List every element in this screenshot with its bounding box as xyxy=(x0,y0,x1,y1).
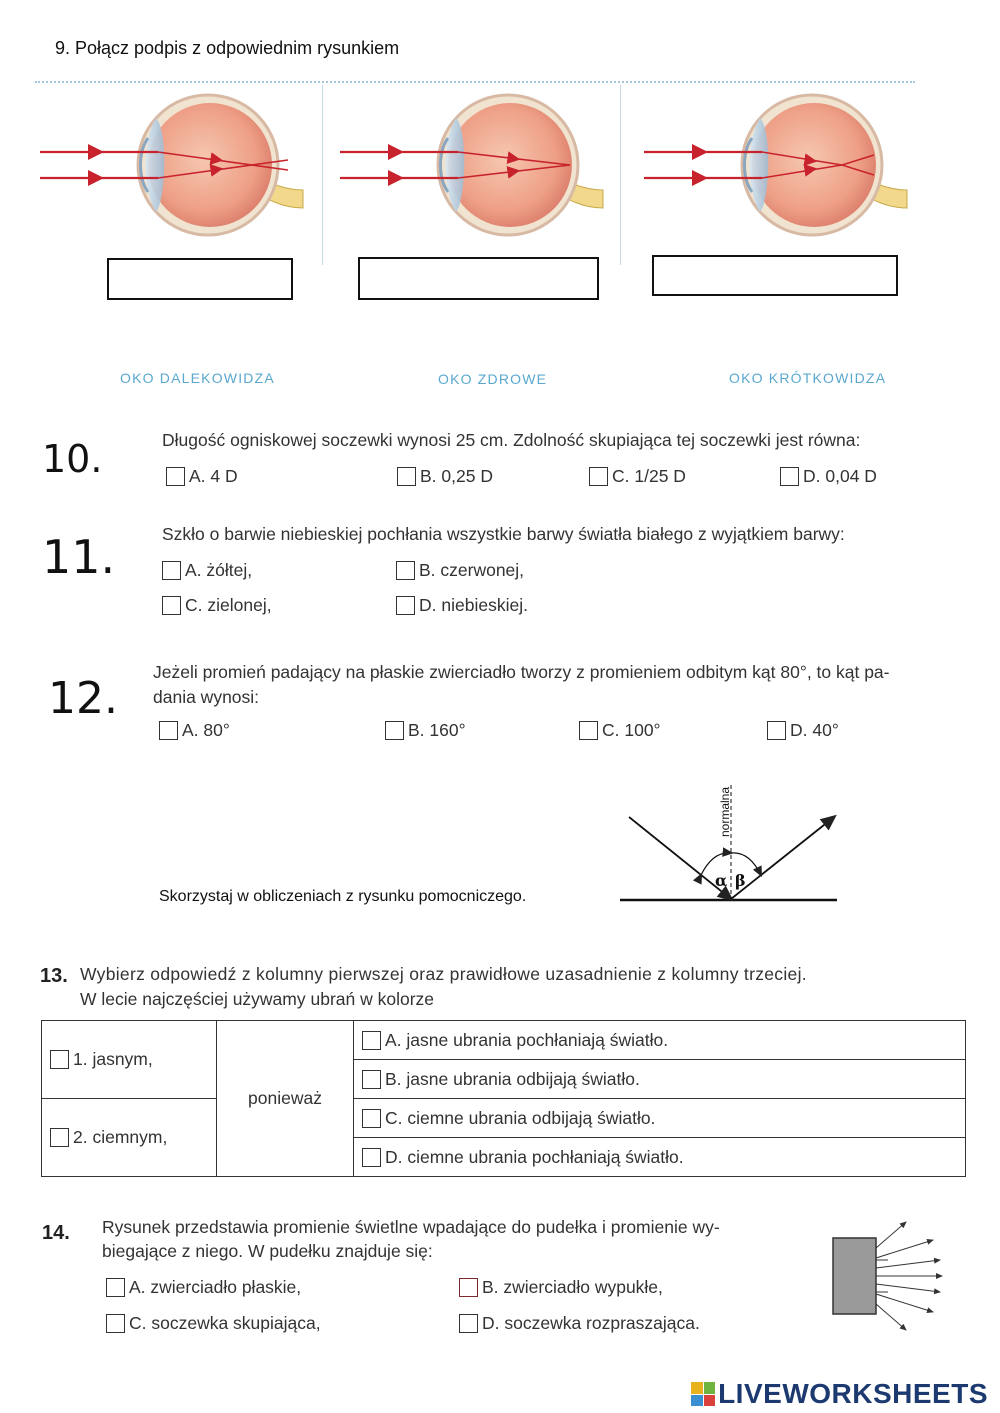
checkbox[interactable] xyxy=(362,1148,381,1167)
q12-option-c[interactable]: C. 100° xyxy=(579,720,661,741)
answer-box-2[interactable] xyxy=(358,257,599,300)
q13-col1-option-2[interactable]: 2. ciemnym, xyxy=(50,1127,208,1148)
checkbox[interactable] xyxy=(396,596,415,615)
q11-number: 11. xyxy=(42,530,116,584)
checkbox[interactable] xyxy=(589,467,608,486)
q12-option-b[interactable]: B. 160° xyxy=(385,720,466,741)
answer-box-1[interactable] xyxy=(107,258,293,300)
q13-col3-cell xyxy=(354,1138,966,1177)
q14-option-d[interactable]: D. soczewka rozpraszająca. xyxy=(459,1313,700,1334)
q13-number: 13. xyxy=(40,965,68,987)
q14-text-line1: Rysunek przedstawia promienie świetlne wpadające do pudełka i promienie wy- xyxy=(102,1217,720,1237)
q11-option-a[interactable]: A. żółtej, xyxy=(162,560,252,581)
q13-col1-cell xyxy=(42,1099,217,1177)
q10-option-b[interactable]: B. 0,25 D xyxy=(397,466,493,487)
q13-col3-cell xyxy=(354,1021,966,1060)
checkbox[interactable] xyxy=(159,721,178,740)
q12-option-a[interactable]: A. 80° xyxy=(159,720,230,741)
q13-col3-option-c[interactable]: C. ciemne ubrania odbijają światło. xyxy=(362,1108,957,1129)
dotted-divider xyxy=(35,81,915,83)
q12-text-line2: dania wynosi: xyxy=(153,687,260,707)
checkbox[interactable] xyxy=(362,1109,381,1128)
liveworksheets-logo[interactable]: LIVEWORKSHEETS xyxy=(691,1378,988,1410)
q14-option-a[interactable]: A. zwierciadło płaskie, xyxy=(106,1277,301,1298)
checkbox[interactable] xyxy=(50,1050,69,1069)
q13-col1-cell xyxy=(42,1021,217,1099)
q10-option-a[interactable]: A. 4 D xyxy=(166,466,238,487)
checkbox[interactable] xyxy=(362,1070,381,1089)
alpha-label: α xyxy=(715,871,728,890)
q14-number: 14. xyxy=(42,1222,70,1244)
q12-text-line1: Jeżeli promień padający na płaskie zwierciadło tworzy z promieniem odbitym kąt 80°, to kąt pa- xyxy=(153,662,890,682)
q13-table xyxy=(41,1020,966,1177)
reflection-diagram xyxy=(615,775,845,910)
caption-nearsighted[interactable]: OKO KRÓTKOWIDZA xyxy=(729,370,887,386)
answer-box-3[interactable] xyxy=(652,255,898,296)
column-divider xyxy=(620,85,621,265)
q10-text: Długość ogniskowej soczewki wynosi 25 cm. Zdolność skupiająca tej soczewki jest równa: xyxy=(162,430,861,450)
q13-col3-cell xyxy=(354,1099,966,1138)
q10-option-c[interactable]: C. 1/25 D xyxy=(589,466,686,487)
q13-text-line1: Wybierz odpowiedź z kolumny pierwszej oraz prawidłowe uzasadnienie z kolumny trzeciej. xyxy=(80,964,807,984)
q14-option-c[interactable]: C. soczewka skupiająca, xyxy=(106,1313,321,1334)
caption-farsighted[interactable]: OKO DALEKOWIDZA xyxy=(120,370,275,386)
checkbox[interactable] xyxy=(396,561,415,580)
q13-col3-cell xyxy=(354,1060,966,1099)
logo-icon xyxy=(691,1382,715,1406)
q13-col3-option-b[interactable]: B. jasne ubrania odbijają światło. xyxy=(362,1069,957,1090)
q12-number: 12. xyxy=(48,673,118,724)
checkbox[interactable] xyxy=(579,721,598,740)
checkbox[interactable] xyxy=(162,596,181,615)
checkbox[interactable] xyxy=(780,467,799,486)
reflected-ray xyxy=(731,817,834,899)
q11-option-c[interactable]: C. zielonej, xyxy=(162,595,272,616)
checkbox[interactable] xyxy=(397,467,416,486)
q11-option-d[interactable]: D. niebieskiej. xyxy=(396,595,528,616)
q12-option-d[interactable]: D. 40° xyxy=(767,720,839,741)
q12-helper-text: Skorzystaj w obliczeniach z rysunku pomocniczego. xyxy=(159,888,527,905)
q10-number: 10. xyxy=(42,437,103,481)
checkbox[interactable] xyxy=(362,1031,381,1050)
q13-middle-cell: ponieważ xyxy=(217,1021,354,1177)
box xyxy=(833,1238,876,1314)
q11-option-b[interactable]: B. czerwonej, xyxy=(396,560,524,581)
q13-text-line2: W lecie najczęściej używamy ubrań w kolorze xyxy=(80,989,435,1009)
checkbox[interactable] xyxy=(385,721,404,740)
q9-title: 9. Połącz podpis z odpowiednim rysunkiem xyxy=(55,38,400,58)
q14-option-b[interactable]: B. zwierciadło wypukłe, xyxy=(459,1277,663,1298)
q11-text: Szkło o barwie niebieskiej pochłania wszystkie barwy światła białego z wyjątkiem barwy: xyxy=(162,524,845,544)
q14-text-line2: biegające z niego. W pudełku znajduje się: xyxy=(102,1241,433,1261)
caption-healthy[interactable]: OKO ZDROWE xyxy=(438,371,548,387)
checkbox[interactable] xyxy=(106,1314,125,1333)
checkbox[interactable] xyxy=(767,721,786,740)
q10-option-d[interactable]: D. 0,04 D xyxy=(780,466,877,487)
checkbox[interactable] xyxy=(459,1278,478,1297)
eye-illustration-farsighted xyxy=(38,90,308,250)
eye-illustration-nearsighted xyxy=(642,90,912,250)
checkbox[interactable] xyxy=(166,467,185,486)
q13-col3-option-d[interactable]: D. ciemne ubrania pochłaniają światło. xyxy=(362,1147,957,1168)
normal-label: normalna xyxy=(718,786,732,837)
checkbox[interactable] xyxy=(50,1128,69,1147)
checkbox[interactable] xyxy=(459,1314,478,1333)
checkbox[interactable] xyxy=(106,1278,125,1297)
q13-col1-option-1[interactable]: 1. jasnym, xyxy=(50,1049,208,1070)
box-rays-diagram xyxy=(828,1218,948,1338)
checkbox[interactable] xyxy=(162,561,181,580)
column-divider xyxy=(322,85,323,265)
beta-label: β xyxy=(735,871,746,890)
q13-col3-option-a[interactable]: A. jasne ubrania pochłaniają światło. xyxy=(362,1030,957,1051)
eye-illustration-healthy xyxy=(338,90,608,250)
